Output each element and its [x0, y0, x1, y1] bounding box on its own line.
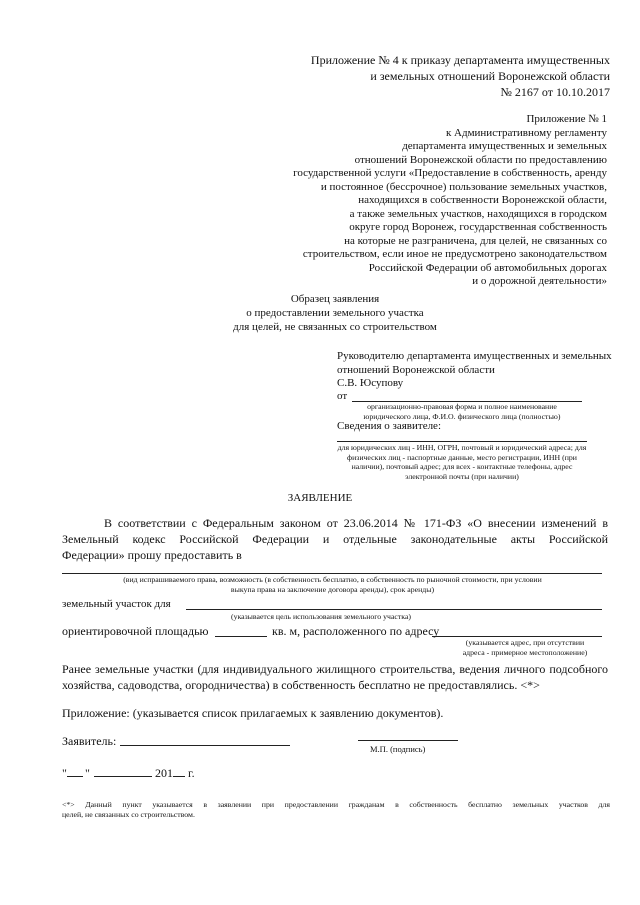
- applicant-info-hint-line: для юридических лиц - ИНН, ОГРН, почтовый и юридический адреса; для: [337, 443, 587, 452]
- order-header-line: и земельных отношений Воронежской области: [370, 69, 610, 83]
- sample-title-line: о предоставлении земельного участка: [246, 307, 424, 319]
- appendix-header-line: строительством, если иное не предусмотрено законодательством: [302, 248, 607, 260]
- paragraph-line: Ранее земельные участки (для индивидуального жилищного строительства, ведения личного подсобного: [62, 662, 608, 676]
- from-hint: [337, 402, 587, 421]
- date-quote-open: ": [62, 766, 67, 780]
- appendix-header-line: департамента имущественных и земельных: [402, 140, 607, 152]
- right-type-hint: [40, 575, 625, 594]
- appendix-header-line: находящихся в собственности Воронежской области,: [358, 194, 607, 206]
- date-month-line[interactable]: [94, 776, 152, 777]
- addressee-line: Руководителю департамента имущественных и земельных: [337, 350, 612, 362]
- applicant-info-hint-line: физических лиц - паспортные данные, место регистрации, ИНН (при: [347, 452, 577, 462]
- signature-line[interactable]: [358, 740, 458, 741]
- date-suffix: г.: [188, 766, 195, 780]
- applicant-info-label: Сведения о заявителе:: [337, 420, 442, 432]
- address-hint-line: (указывается адрес, при отсутствии: [465, 638, 585, 647]
- order-header: [311, 52, 610, 100]
- right-type-hint-line: (вид испрашиваемого права, возможность (в собственность бесплатно, в собственность по рыночной стоимости, при условии: [123, 575, 542, 584]
- plot-purpose-field-line[interactable]: [186, 609, 602, 610]
- appendix-header-line: на которые не разграничена, для целей, не связанных со: [344, 234, 607, 247]
- address-hint: [440, 638, 610, 657]
- attachment-line: Приложение: (указывается список прилагаемых к заявлению документов).: [62, 706, 444, 720]
- area-unit-label: кв. м, расположенного по адресу: [272, 624, 440, 638]
- right-type-hint-line: выкупа права на заключение договора аренды), срок аренды): [230, 584, 435, 594]
- footnote-line: <*> Данный пункт указывается в заявлении при предоставлении гражданам в собственность бесплатно земельных участков для: [62, 800, 610, 809]
- appendix-header-line: и о дорожной деятельности»: [472, 275, 607, 287]
- appendix-header-line: а также земельных участков, находящихся в городском: [349, 207, 607, 220]
- order-header-line: № 2167 от 10.10.2017: [500, 85, 610, 99]
- sample-title-line: для целей, не связанных со строительством: [233, 321, 437, 333]
- statement-title: ЗАЯВЛЕНИЕ: [287, 492, 353, 504]
- plot-purpose-label: земельный участок для: [62, 598, 171, 610]
- appendix-header-line: округе город Воронеж, государственная собственность: [349, 221, 607, 233]
- area-label: ориентировочной площадью: [62, 624, 209, 638]
- paragraph-line: Федерации» прошу предоставить в: [62, 548, 242, 562]
- appendix-header-line: и постоянное (бессрочное) пользование земельных участков,: [320, 180, 607, 193]
- appendix-header-line: Приложение № 1: [526, 113, 607, 125]
- applicant-label: Заявитель:: [62, 734, 117, 748]
- area-field-line[interactable]: [215, 636, 267, 637]
- footnote: [62, 800, 610, 820]
- appendix-header-line: государственной услуги «Предоставление в собственность, аренду: [293, 167, 607, 179]
- order-header-line: Приложение № 4 к приказу департамента имущественных: [310, 53, 610, 67]
- appendix-header-line: к Административному регламенту: [445, 126, 607, 139]
- applicant-info-hint-line: наличии), почтовый адрес; для всех - контактные телефоны, адрес: [351, 462, 573, 471]
- date-quote-close: ": [85, 766, 90, 780]
- stamp-label: М.П. (подпись): [370, 744, 426, 754]
- applicant-info-hint-line: электронной почты (при наличии): [405, 471, 519, 481]
- addressee-line: С.В. Юсупову: [337, 377, 404, 389]
- plot-purpose-hint: (указывается цель использования земельного участка): [230, 612, 412, 621]
- footnote-line: целей, не связанных со строительством.: [62, 810, 195, 819]
- sample-title: [200, 292, 470, 334]
- date-day-line[interactable]: [67, 776, 83, 777]
- addressee-block: [337, 350, 612, 391]
- address-hint-line: адреса - примерное местоположение): [462, 647, 588, 657]
- paragraph-line: хозяйства, садоводства, огородничества) в собственность бесплатно не предоставлялись. <*>: [62, 678, 540, 692]
- from-hint-line: организационно-правовая форма и полное наименование: [367, 402, 557, 411]
- paragraph-line: Земельный кодекс Российской Федерации и отдельные законодательные акты Российской: [62, 532, 608, 546]
- addressee-line: отношений Воронежской области: [337, 363, 495, 376]
- applicant-info-hint: [337, 443, 587, 481]
- appendix-header: [293, 113, 607, 289]
- applicant-info-line[interactable]: [337, 441, 587, 442]
- from-label: от: [337, 390, 348, 402]
- date-year-line[interactable]: [173, 776, 185, 777]
- from-hint-line: юридического лица, Ф.И.О. физического лица (полностью): [363, 411, 561, 421]
- appendix-header-line: Российской Федерации об автомобильных дорогах: [368, 261, 607, 274]
- address-field-line[interactable]: [432, 636, 602, 637]
- right-type-field-line[interactable]: [62, 573, 602, 574]
- appendix-header-line: отношений Воронежской области по предоставлению: [354, 153, 607, 166]
- date-year: 201: [155, 766, 173, 780]
- sample-title-line: Образец заявления: [290, 293, 380, 305]
- applicant-signature-line[interactable]: [120, 745, 290, 746]
- paragraph-line: В соответствии с Федеральным законом от 23.06.2014 № 171-ФЗ «О внесении изменений в: [104, 516, 608, 530]
